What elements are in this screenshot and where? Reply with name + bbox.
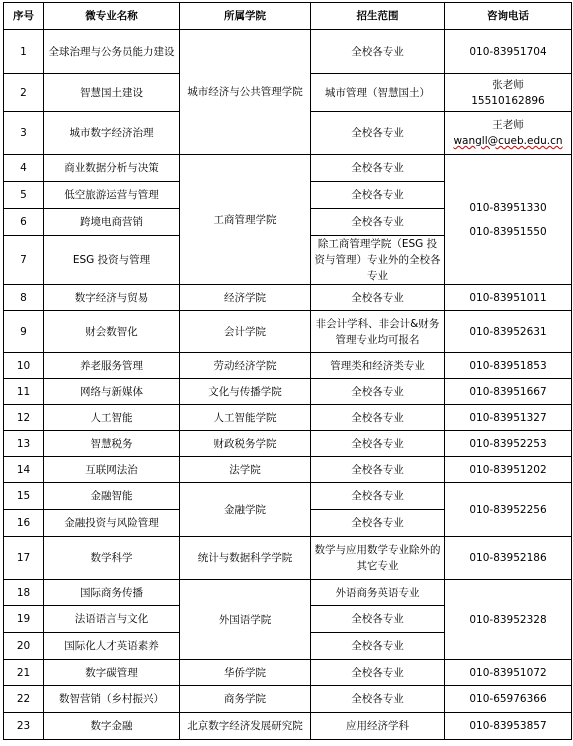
enroll-scope: 全校各专业 bbox=[311, 431, 445, 457]
row-no: 6 bbox=[4, 209, 44, 236]
major-name: 数智营销（乡村振兴） bbox=[44, 686, 180, 713]
row-no: 1 bbox=[4, 30, 44, 74]
major-name: 法语语言与文化 bbox=[44, 606, 180, 633]
phone: 010-83951704 bbox=[445, 30, 572, 74]
major-name: 金融投资与风险管理 bbox=[44, 510, 180, 537]
college: 人工智能学院 bbox=[180, 405, 311, 431]
enroll-scope: 应用经济学科 bbox=[311, 713, 445, 740]
table-row bbox=[4, 431, 572, 457]
enroll-scope: 全校各专业 bbox=[311, 633, 445, 660]
enroll-scope: 数学与应用数学专业除外的其它专业 bbox=[311, 537, 445, 580]
phone: 010-83951072 bbox=[445, 660, 572, 686]
header-scope: 招生范围 bbox=[311, 3, 445, 30]
enroll-scope: 全校各专业 bbox=[311, 30, 445, 74]
major-name: 智慧税务 bbox=[44, 431, 180, 457]
enroll-scope: 除工商管理学院（ESG 投资与管理）专业外的全校各专业 bbox=[311, 236, 445, 285]
enroll-scope: 全校各专业 bbox=[311, 112, 445, 155]
major-name: ESG 投资与管理 bbox=[44, 236, 180, 285]
row-no: 19 bbox=[4, 606, 44, 633]
enroll-scope: 全校各专业 bbox=[311, 606, 445, 633]
phone: 010-83951550 bbox=[469, 225, 547, 238]
table-row bbox=[4, 580, 572, 606]
phone: 010-83952186 bbox=[445, 537, 572, 580]
table-row bbox=[4, 483, 572, 510]
row-no: 3 bbox=[4, 112, 44, 155]
college: 文化与传播学院 bbox=[180, 379, 311, 405]
major-name: 互联网法治 bbox=[44, 457, 180, 483]
college: 会计学院 bbox=[180, 311, 311, 353]
enroll-scope: 全校各专业 bbox=[311, 686, 445, 713]
phone: 010-65976366 bbox=[445, 686, 572, 713]
major-name: 数字经济与贸易 bbox=[44, 285, 180, 311]
table-row bbox=[4, 660, 572, 686]
enroll-scope: 全校各专业 bbox=[311, 155, 445, 182]
row-no: 4 bbox=[4, 155, 44, 182]
phone: 010-83951327 bbox=[445, 405, 572, 431]
row-no: 23 bbox=[4, 713, 44, 740]
table-row bbox=[4, 713, 572, 740]
row-no: 12 bbox=[4, 405, 44, 431]
enroll-scope: 全校各专业 bbox=[311, 510, 445, 537]
enroll-scope: 全校各专业 bbox=[311, 483, 445, 510]
row-no: 15 bbox=[4, 483, 44, 510]
phone: 010-83951011 bbox=[445, 285, 572, 311]
contact-name: 张老师 bbox=[492, 78, 524, 91]
table-row bbox=[4, 405, 572, 431]
header-college: 所属学院 bbox=[180, 3, 311, 30]
phone: 010-83951667 bbox=[445, 379, 572, 405]
phone-cell bbox=[445, 155, 572, 285]
college: 经济学院 bbox=[180, 285, 311, 311]
major-name: 商业数据分析与决策 bbox=[44, 155, 180, 182]
college: 华侨学院 bbox=[180, 660, 311, 686]
phone: 010-83951330 bbox=[469, 201, 547, 214]
row-no: 5 bbox=[4, 182, 44, 209]
enroll-scope: 城市管理（智慧国土） bbox=[311, 74, 445, 112]
row-no: 18 bbox=[4, 580, 44, 606]
row-no: 14 bbox=[4, 457, 44, 483]
table-row bbox=[4, 537, 572, 580]
major-name: 养老服务管理 bbox=[44, 353, 180, 379]
row-no: 8 bbox=[4, 285, 44, 311]
header-no: 序号 bbox=[4, 3, 44, 30]
major-name: 网络与新媒体 bbox=[44, 379, 180, 405]
college: 城市经济与公共管理学院 bbox=[180, 30, 311, 155]
table-row bbox=[4, 379, 572, 405]
phone: 010-83951202 bbox=[445, 457, 572, 483]
phone: 010-83952253 bbox=[445, 431, 572, 457]
row-no: 11 bbox=[4, 379, 44, 405]
enroll-scope: 全校各专业 bbox=[311, 182, 445, 209]
enroll-scope: 全校各专业 bbox=[311, 660, 445, 686]
micro-major-table bbox=[3, 2, 572, 740]
college: 北京数字经济发展研究院 bbox=[180, 713, 311, 740]
major-name: 低空旅游运营与管理 bbox=[44, 182, 180, 209]
header-name: 微专业名称 bbox=[44, 3, 180, 30]
table-row bbox=[4, 30, 572, 74]
college: 外国语学院 bbox=[180, 580, 311, 660]
enroll-scope: 全校各专业 bbox=[311, 379, 445, 405]
major-name: 数学科学 bbox=[44, 537, 180, 580]
phone: 010-83951853 bbox=[445, 353, 572, 379]
row-no: 2 bbox=[4, 74, 44, 112]
enroll-scope: 非会计学科、非会计&财务管理专业均可报名 bbox=[311, 311, 445, 353]
college: 财政税务学院 bbox=[180, 431, 311, 457]
college: 法学院 bbox=[180, 457, 311, 483]
college: 统计与数据科学学院 bbox=[180, 537, 311, 580]
row-no: 17 bbox=[4, 537, 44, 580]
college: 商务学院 bbox=[180, 686, 311, 713]
table-row bbox=[4, 457, 572, 483]
enroll-scope: 全校各专业 bbox=[311, 457, 445, 483]
row-no: 20 bbox=[4, 633, 44, 660]
major-name: 国际化人才英语素养 bbox=[44, 633, 180, 660]
header-phone: 咨询电话 bbox=[445, 3, 572, 30]
major-name: 数字碳管理 bbox=[44, 660, 180, 686]
phone: 010-83952256 bbox=[445, 483, 572, 537]
major-name: 金融智能 bbox=[44, 483, 180, 510]
row-no: 7 bbox=[4, 236, 44, 285]
header-row bbox=[4, 3, 572, 30]
college: 金融学院 bbox=[180, 483, 311, 537]
row-no: 10 bbox=[4, 353, 44, 379]
college: 工商管理学院 bbox=[180, 155, 311, 285]
enroll-scope: 管理类和经济类专业 bbox=[311, 353, 445, 379]
major-name: 智慧国土建设 bbox=[44, 74, 180, 112]
row-no: 16 bbox=[4, 510, 44, 537]
contact-cell bbox=[445, 112, 572, 155]
table-row bbox=[4, 353, 572, 379]
row-no: 9 bbox=[4, 311, 44, 353]
contact-name: 王老师 bbox=[492, 119, 524, 131]
phone: 15510162896 bbox=[471, 94, 545, 107]
enroll-scope: 全校各专业 bbox=[311, 405, 445, 431]
college: 劳动经济学院 bbox=[180, 353, 311, 379]
table-row bbox=[4, 285, 572, 311]
contact-email[interactable]: wangll@cueb.edu.cn bbox=[453, 135, 563, 147]
major-name: 跨境电商营销 bbox=[44, 209, 180, 236]
table-row bbox=[4, 311, 572, 353]
row-no: 13 bbox=[4, 431, 44, 457]
phone: 010-83952631 bbox=[445, 311, 572, 353]
major-name: 人工智能 bbox=[44, 405, 180, 431]
table-row bbox=[4, 155, 572, 182]
table-row bbox=[4, 686, 572, 713]
phone: 010-83953857 bbox=[445, 713, 572, 740]
contact-cell bbox=[445, 74, 572, 112]
row-no: 22 bbox=[4, 686, 44, 713]
major-name: 数字金融 bbox=[44, 713, 180, 740]
enroll-scope: 全校各专业 bbox=[311, 285, 445, 311]
major-name: 财会数智化 bbox=[44, 311, 180, 353]
major-name: 全球治理与公务员能力建设 bbox=[44, 30, 180, 74]
major-name: 国际商务传播 bbox=[44, 580, 180, 606]
phone: 010-83952328 bbox=[445, 580, 572, 660]
row-no: 21 bbox=[4, 660, 44, 686]
enroll-scope: 外语商务英语专业 bbox=[311, 580, 445, 606]
major-name: 城市数字经济治理 bbox=[44, 112, 180, 155]
enroll-scope: 全校各专业 bbox=[311, 209, 445, 236]
